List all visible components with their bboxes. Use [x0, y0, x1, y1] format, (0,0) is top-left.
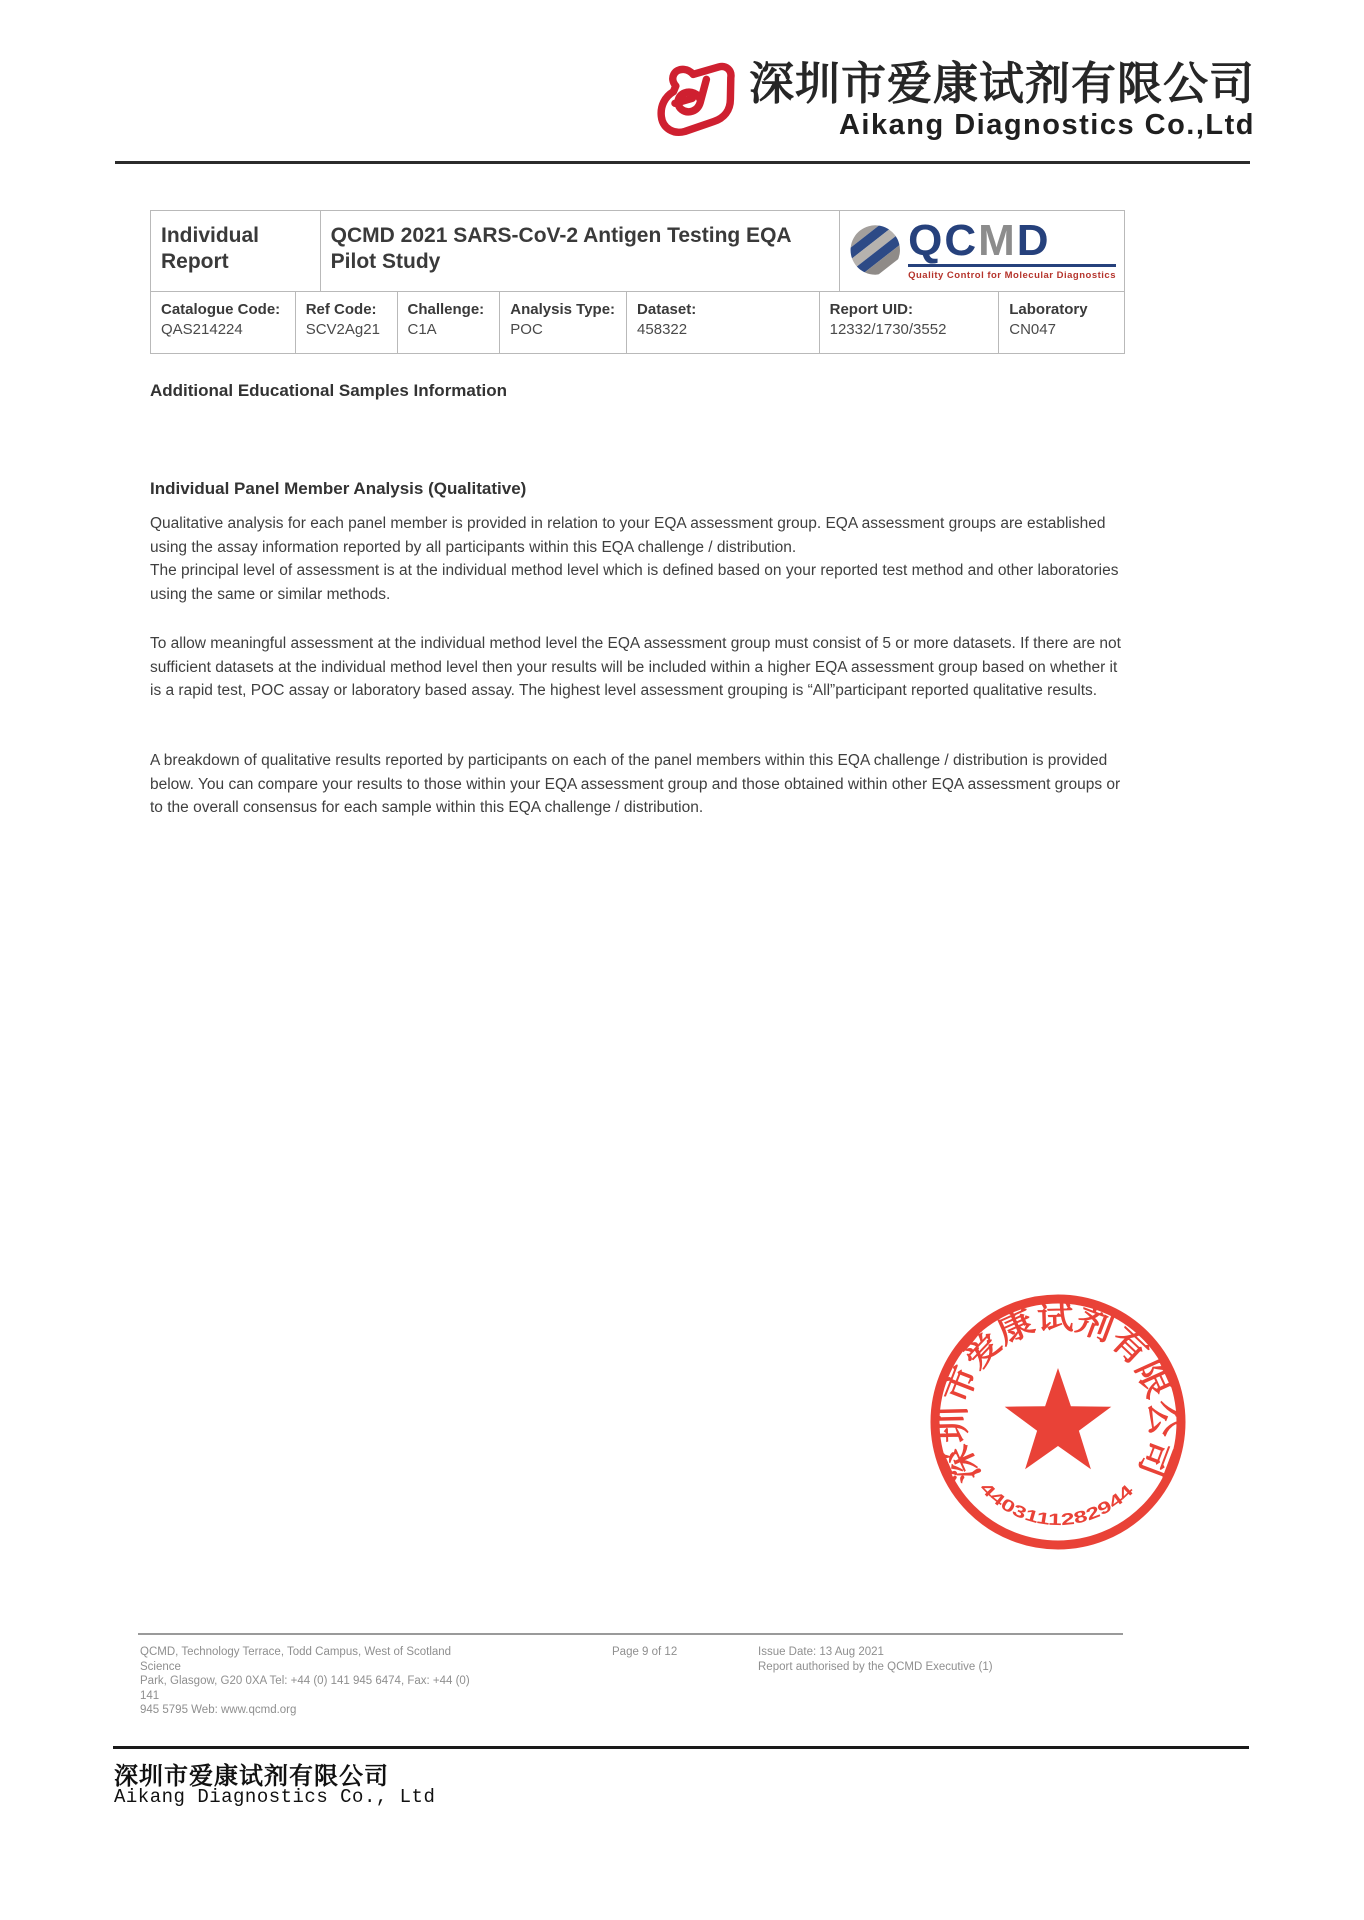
qcmd-letter-d: D [1016, 216, 1051, 265]
qcmd-wordmark-block [908, 216, 1116, 281]
field-analysis-type [500, 292, 627, 353]
heading-panel-analysis: Individual Panel Member Analysis (Qualitative) [150, 479, 527, 498]
study-title-cell: QCMD 2021 SARS-CoV-2 Antigen Testing EQA Pilot Study [321, 211, 840, 291]
field-dataset [627, 292, 820, 353]
field-label: Dataset: [637, 301, 697, 318]
header-divider-line [115, 161, 1250, 164]
footer-address [140, 1645, 470, 1718]
qcmd-logo-cell [840, 211, 1124, 291]
field-report-uid [820, 292, 1000, 353]
stamp-company-text: 深圳市爱康试剂有限公司 [934, 1298, 1182, 1489]
report-type-cell: Individual Report [151, 211, 321, 291]
qcmd-letter-q: Q [908, 216, 945, 265]
field-ref-code [296, 292, 398, 353]
aikang-logo-icon [651, 52, 737, 148]
field-laboratory [999, 292, 1124, 353]
stamp-star-icon [1005, 1368, 1112, 1469]
field-catalogue-code [151, 292, 296, 353]
stamp-registration-number: 4403111282944 [976, 1478, 1134, 1530]
qcmd-wordmark [908, 216, 1116, 265]
footer-address-line2: Park, Glasgow, G20 0XA Tel: +44 (0) 141 945 6474, Fax: +44 (0) 141 [140, 1675, 470, 1702]
footer-address-line3: 945 5795 Web: www.qcmd.org [140, 1704, 297, 1716]
paragraph-1-part-1: Qualitative analysis for each panel member is provided in relation to your EQA assessment group. EQA assessment groups are established using the assay information reported by all participants within this EQA challenge / distribution. [150, 515, 1106, 556]
bottom-company-zh: 深圳市爱康试剂有限公司 [114, 1764, 389, 1790]
qcmd-letter-m: M [978, 216, 1017, 265]
field-value: CN047 [1009, 321, 1056, 338]
footer-issue-date: Issue Date: 13 Aug 2021 [758, 1646, 884, 1658]
qcmd-tagline: Quality Control for Molecular Diagnostics [908, 270, 1116, 281]
field-value: 12332/1730/3552 [829, 321, 947, 338]
field-label: Analysis Type: [510, 301, 616, 318]
qcmd-globe-icon [848, 221, 903, 279]
report-meta-row [151, 291, 1124, 353]
field-value: 458322 [637, 321, 688, 338]
paragraph-1 [150, 512, 1127, 606]
qcmd-letter-c: C [944, 216, 979, 265]
bottom-divider-line [113, 1746, 1249, 1749]
field-value: SCV2Ag21 [305, 321, 380, 338]
qcmd-logo [848, 217, 1116, 281]
header-brand-text [749, 59, 1255, 141]
company-name-zh: 深圳市爱康试剂有限公司 [748, 58, 1255, 109]
field-label: Report UID: [829, 301, 913, 318]
footer-divider-line [138, 1633, 1123, 1635]
footer-authorised: Report authorised by the QCMD Executive (1) [758, 1660, 993, 1673]
header-brand [651, 52, 1255, 148]
field-value: QAS214224 [161, 321, 243, 338]
field-label: Laboratory [1009, 301, 1088, 318]
paragraph-1-part-2: The principal level of assessment is at the individual method level which is defined based on your reported test method and other laboratories using the same or similar methods. [150, 562, 1119, 603]
field-label: Challenge: [407, 301, 485, 318]
paragraph-3: A breakdown of qualitative results reported by participants on each of the panel members within this EQA challenge / distribution is provided below. You can compare your results to those within your EQA assessment group and those obtained within other EQA assessment groups or to the overall consensus for each sample within this EQA challenge / distribution. [150, 752, 1121, 816]
paragraph-2: To allow meaningful assessment at the individual method level the EQA assessment group must consist of 5 or more datasets. If there are not sufficient datasets at the individual method level then your results will be included within a higher EQA assessment group based on whether it is a rapid test, POC assay or laboratory based assay. The highest level assessment grouping is “All”participant reported qualitative results. [150, 635, 1121, 699]
bottom-company-en: Aikang Diagnostics Co., Ltd [114, 1786, 436, 1808]
report-header-table [150, 210, 1125, 354]
field-label: Catalogue Code: [161, 301, 281, 318]
field-value: POC [510, 321, 543, 338]
heading-additional-educational: Additional Educational Samples Information [150, 381, 508, 400]
company-name-en: Aikang Diagnostics Co.,Ltd [838, 109, 1255, 141]
footer-issue-block [758, 1645, 1078, 1674]
report-title-row [151, 211, 1124, 291]
company-seal-stamp [923, 1287, 1193, 1557]
field-label: Ref Code: [305, 301, 377, 318]
footer-address-line1: QCMD, Technology Terrace, Todd Campus, West of Scotland Science [140, 1646, 452, 1673]
field-challenge [398, 292, 501, 353]
footer-page-number: Page 9 of 12 [612, 1646, 678, 1658]
field-value: C1A [407, 321, 437, 338]
